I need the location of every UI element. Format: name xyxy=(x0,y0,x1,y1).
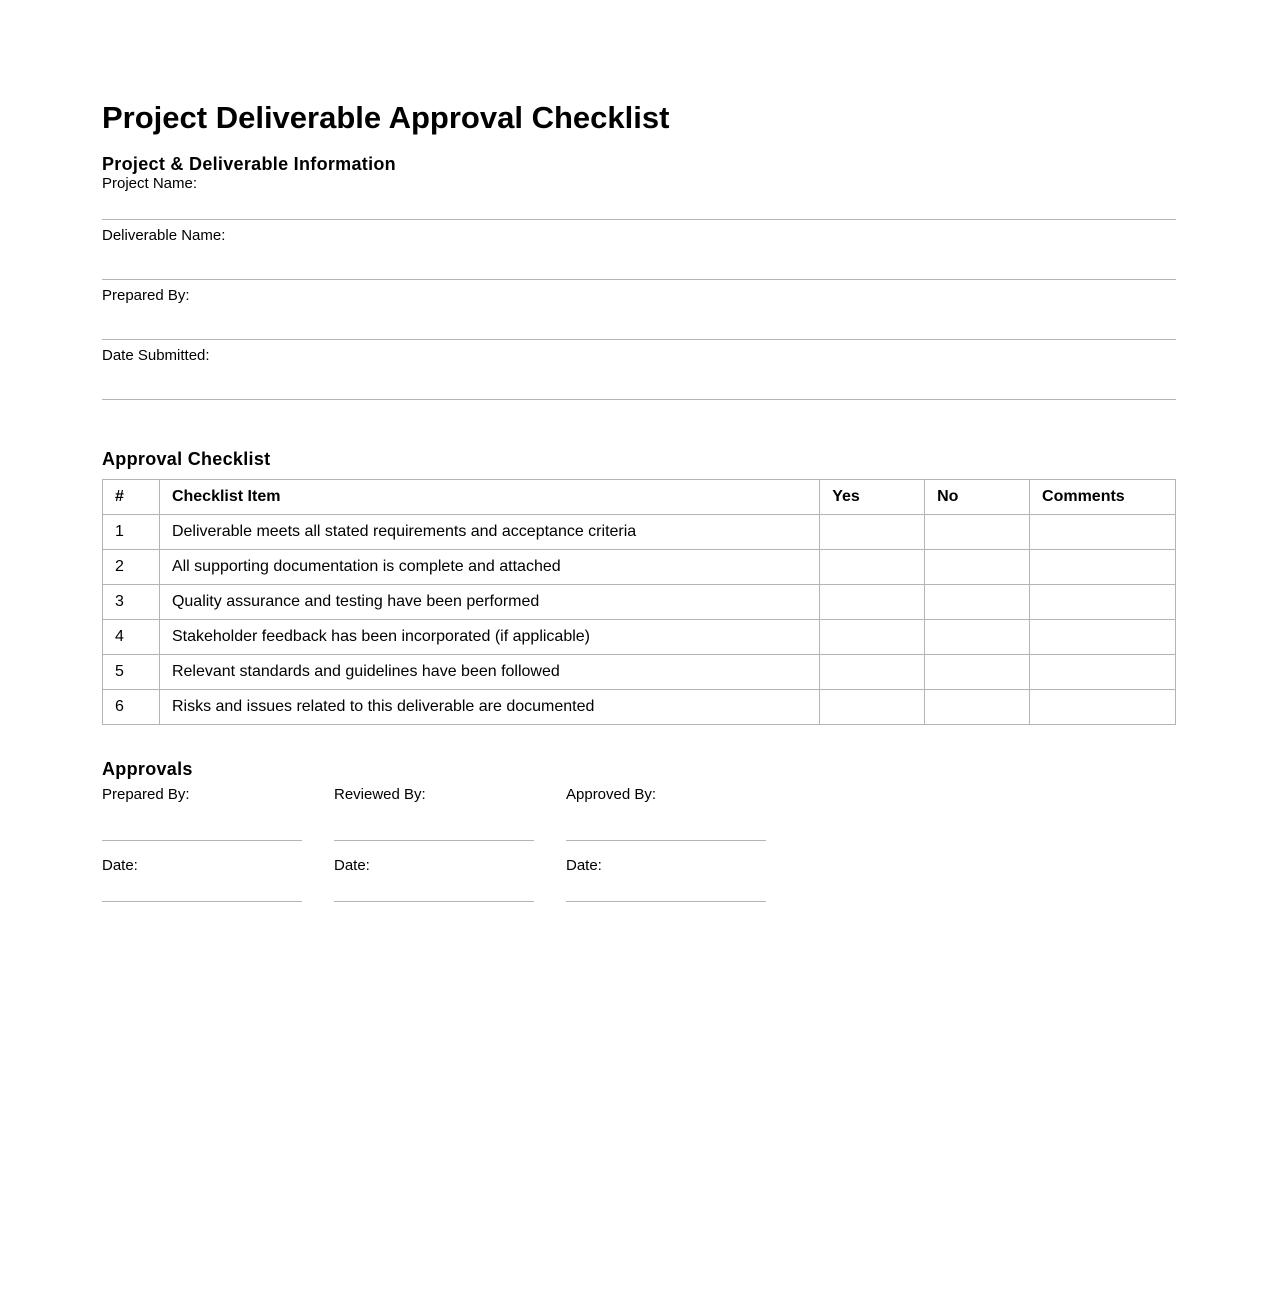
comments-cell[interactable] xyxy=(1030,550,1176,585)
row-item: All supporting documentation is complete and attached xyxy=(159,550,819,585)
prepared-by-field[interactable] xyxy=(102,280,1176,340)
no-cell[interactable] xyxy=(925,515,1030,550)
info-fields xyxy=(102,175,1176,400)
reviewed-date-label: Date: xyxy=(334,857,370,874)
yes-cell[interactable] xyxy=(820,655,925,690)
column-header-comments: Comments xyxy=(1030,480,1176,515)
approvals-section-heading: Approvals xyxy=(102,759,193,779)
reviewed-date-field[interactable] xyxy=(334,841,534,902)
row-number: 1 xyxy=(103,515,160,550)
row-number: 4 xyxy=(103,620,160,655)
row-item: Relevant standards and guidelines have been followed xyxy=(159,655,819,690)
document-content xyxy=(102,98,1176,902)
deliverable-name-field[interactable] xyxy=(102,220,1176,280)
yes-cell[interactable] xyxy=(820,620,925,655)
project-name-field[interactable] xyxy=(102,175,1176,220)
info-section-heading: Project & Deliverable Information xyxy=(102,154,396,174)
row-number: 6 xyxy=(103,690,160,725)
comments-cell[interactable] xyxy=(1030,690,1176,725)
no-cell[interactable] xyxy=(925,655,1030,690)
project-name-label: Project Name: xyxy=(102,175,198,192)
approvals-grid xyxy=(102,786,1176,902)
no-cell[interactable] xyxy=(925,550,1030,585)
approval-column-approved xyxy=(566,786,766,902)
deliverable-name-label: Deliverable Name: xyxy=(102,227,226,244)
approved-by-signature-label: Approved By: xyxy=(566,786,657,803)
approval-column-reviewed xyxy=(334,786,534,902)
comments-cell[interactable] xyxy=(1030,585,1176,620)
row-item: Deliverable meets all stated requirements and acceptance criteria xyxy=(159,515,819,550)
row-item: Risks and issues related to this deliverable are documented xyxy=(159,690,819,725)
table-row xyxy=(103,655,1176,690)
date-submitted-label: Date Submitted: xyxy=(102,347,210,364)
reviewed-by-signature-label: Reviewed By: xyxy=(334,786,426,803)
row-number: 3 xyxy=(103,585,160,620)
yes-cell[interactable] xyxy=(820,690,925,725)
prepared-by-signature-label: Prepared By: xyxy=(102,786,190,803)
reviewed-by-signature-field[interactable] xyxy=(334,786,534,841)
no-cell[interactable] xyxy=(925,620,1030,655)
column-header-yes: Yes xyxy=(820,480,925,515)
table-row xyxy=(103,690,1176,725)
column-header-item: Checklist Item xyxy=(159,480,819,515)
row-item: Stakeholder feedback has been incorporated (if applicable) xyxy=(159,620,819,655)
approval-column-prepared xyxy=(102,786,302,902)
yes-cell[interactable] xyxy=(820,585,925,620)
checklist-section-heading: Approval Checklist xyxy=(102,449,271,469)
page-title: Project Deliverable Approval Checklist xyxy=(102,100,670,135)
comments-cell[interactable] xyxy=(1030,655,1176,690)
prepared-by-label: Prepared By: xyxy=(102,287,190,304)
table-row xyxy=(103,550,1176,585)
column-header-number: # xyxy=(103,480,160,515)
approved-date-field[interactable] xyxy=(566,841,766,902)
prepared-date-field[interactable] xyxy=(102,841,302,902)
checklist-table xyxy=(102,479,1176,725)
table-row xyxy=(103,620,1176,655)
date-submitted-field[interactable] xyxy=(102,340,1176,400)
row-number: 2 xyxy=(103,550,160,585)
table-header-row xyxy=(103,480,1176,515)
no-cell[interactable] xyxy=(925,690,1030,725)
row-item: Quality assurance and testing have been performed xyxy=(159,585,819,620)
yes-cell[interactable] xyxy=(820,515,925,550)
prepared-date-label: Date: xyxy=(102,857,138,874)
column-header-no: No xyxy=(925,480,1030,515)
yes-cell[interactable] xyxy=(820,550,925,585)
comments-cell[interactable] xyxy=(1030,620,1176,655)
row-number: 5 xyxy=(103,655,160,690)
approved-date-label: Date: xyxy=(566,857,602,874)
no-cell[interactable] xyxy=(925,585,1030,620)
prepared-by-signature-field[interactable] xyxy=(102,786,302,841)
approved-by-signature-field[interactable] xyxy=(566,786,766,841)
comments-cell[interactable] xyxy=(1030,515,1176,550)
table-row xyxy=(103,515,1176,550)
table-row xyxy=(103,585,1176,620)
